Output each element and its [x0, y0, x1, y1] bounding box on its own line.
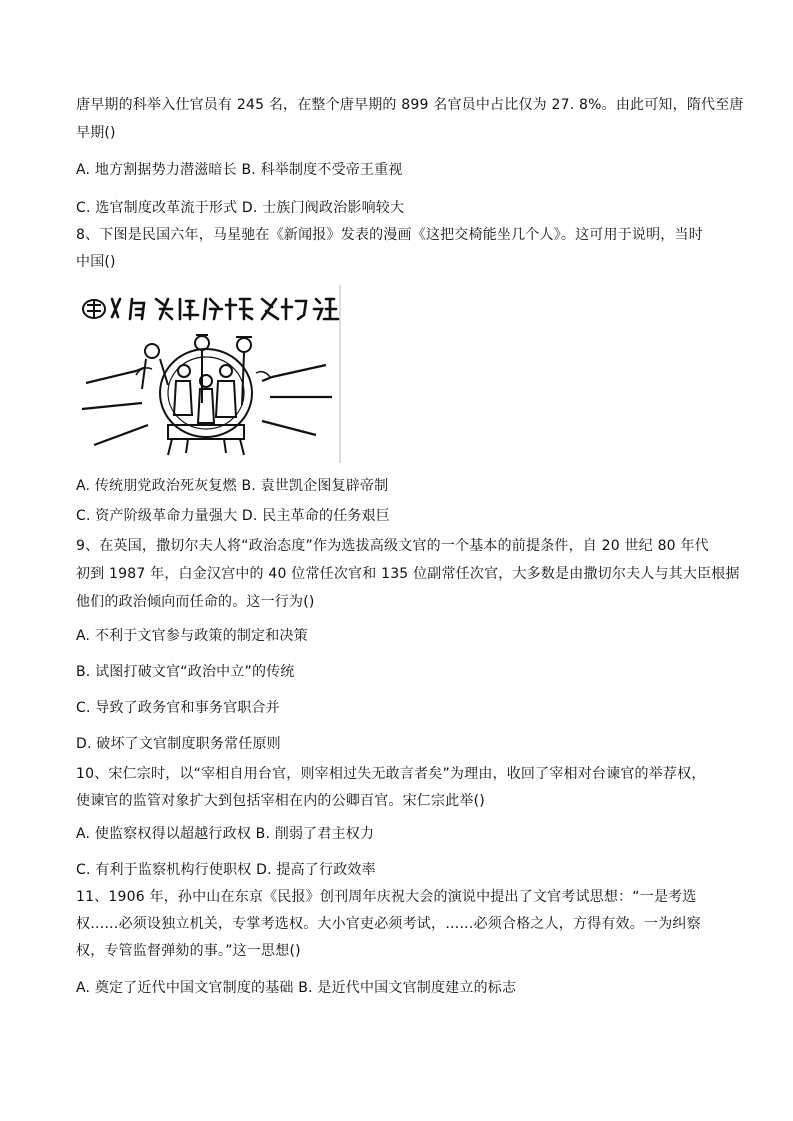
question-9-option-c: C. 导致了政务官和事务官职合并: [76, 700, 280, 716]
question-7-stem-line-1: 唐早期的科举入仕官员有 245 名，在整个唐早期的 899 名官员中占比仅为 27. 8%。由此可知，隋代至唐: [76, 97, 744, 113]
question-11-stem-line-1: 11、1906 年，孙中山在东京《民报》创刊周年庆祝大会的演说中提出了文官考试思想：“一是考选: [76, 889, 697, 905]
question-7-options-cd: C. 选官制度改革流于形式 D. 士族门阀政治影响较大: [76, 200, 405, 216]
question-10-options-ab: A. 使监察权得以超越行政权 B. 削弱了君主权力: [76, 826, 375, 842]
question-8-options-ab: A. 传统朋党政治死灰复燃 B. 袁世凯企图复辟帝制: [76, 478, 389, 494]
question-9-option-d: D. 破坏了文官制度职务常任原则: [76, 736, 281, 752]
question-8-stem-line-2: 中国(): [76, 254, 116, 270]
cartoon-image: [76, 285, 342, 463]
cartoon-hand-lettered-title: [112, 299, 338, 319]
question-9-stem-line-2: 初到 1987 年，白金汉宫中的 40 位常任次官和 135 位副常任次官，大多数是由撒切尔夫人与其大臣根据: [76, 566, 740, 582]
question-9-option-a: A. 不利于文官参与政策的制定和决策: [76, 628, 308, 644]
question-9-stem-line-3: 他们的政治倾向而任命的。这一行为(): [76, 594, 315, 610]
question-9-stem-line-1: 9、在英国，撒切尔夫人将“政治态度”作为选拔高级文官的一个基本的前提条件，自 20 世纪 80 年代: [76, 538, 709, 554]
question-11-stem-line-3: 权，专管监督弹劾的事。”这一思想(): [76, 943, 301, 959]
question-7-stem-line-2: 早期(): [76, 125, 116, 141]
question-7-options-ab: A. 地方割据势力潜滋暗长 B. 科举制度不受帝王重视: [76, 162, 403, 178]
question-9-option-b: B. 试图打破文官“政治中立”的传统: [76, 664, 295, 680]
question-10-stem-line-2: 使谏官的监管对象扩大到包括宰相在内的公卿百官。宋仁宗此举(): [76, 793, 485, 809]
question-11-options-ab: A. 奠定了近代中国文官制度的基础 B. 是近代中国文官制度建立的标志: [76, 980, 517, 996]
cartoon-chair-figures: [82, 335, 332, 455]
question-10-options-cd: C. 有利于监察机构行使职权 D. 提高了行政效率: [76, 862, 376, 878]
cartoon-signature-seal: [83, 300, 105, 318]
question-8-options-cd: C. 资产阶级革命力量强大 D. 民主革命的任务艰巨: [76, 508, 391, 524]
question-11-stem-line-2: 权……必须设独立机关，专掌考选权。大小官吏必须考试，……必须合格之人，方得有效。一为纠察: [76, 916, 701, 932]
question-10-stem-line-1: 10、宋仁宗时，以“宰相自用台官，则宰相过失无敢言者矣”为理由，收回了宰相对台谏官的举荐权，: [76, 766, 706, 782]
question-8-stem-line-1: 8、下图是民国六年，马星驰在《新闻报》发表的漫画《这把交椅能坐几个人》。这可用于说明，当时: [76, 227, 703, 243]
